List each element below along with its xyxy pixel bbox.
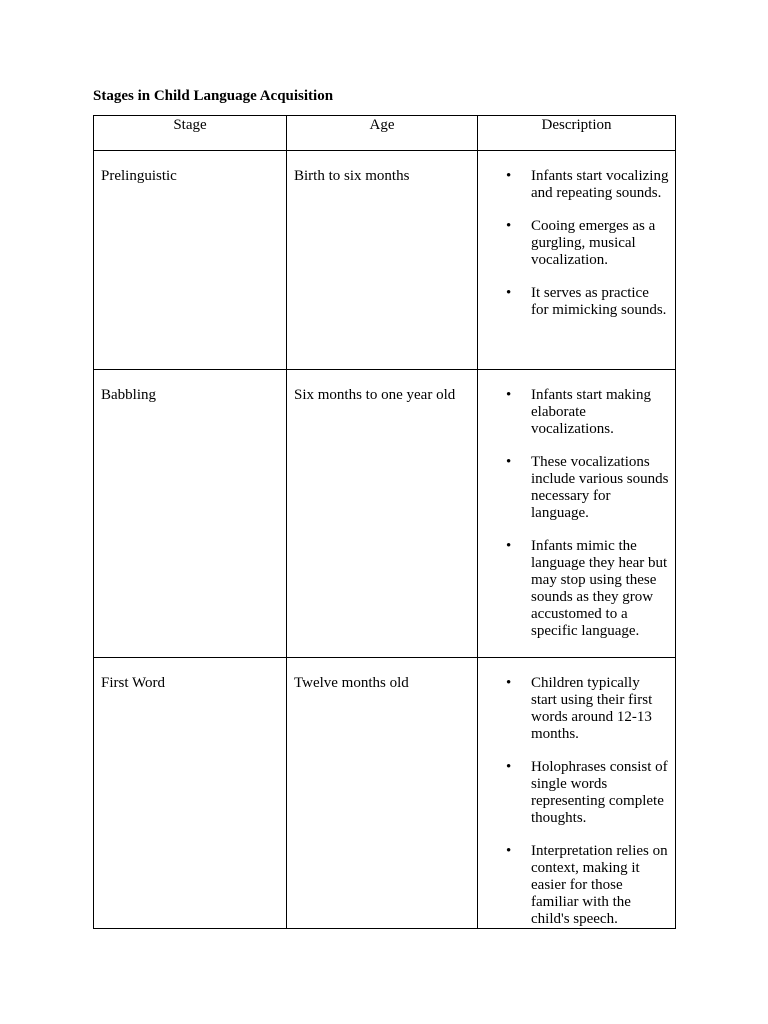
table-row [94,151,676,370]
description-item: • Holophrases consist of single words representing complete thoughts. [506,759,668,826]
table-row [94,370,676,658]
age-cell: Birth to six months [287,151,478,370]
bullet-icon: • [506,218,512,234]
stage-cell: Prelinguistic [94,151,287,370]
stages-table [93,115,676,929]
age-cell: Twelve months old [287,658,478,929]
table-header-row [94,116,676,151]
header-stage: Stage [94,116,287,151]
description-cell [478,370,676,658]
bullet-icon: • [506,843,512,859]
stage-cell: Babbling [94,370,287,658]
age-cell: Six months to one year old [287,370,478,658]
bullet-icon: • [506,387,512,403]
bullet-icon: • [506,538,512,554]
bullet-icon: • [506,759,512,775]
description-item: • Children typically start using their first words around 12-13 months. [506,675,653,742]
bullet-icon: • [506,454,512,470]
description-list [478,151,675,336]
description-cell [478,658,676,929]
bullet-icon: • [506,168,512,184]
description-item: • These vocalizations include various sounds necessary for language. [506,454,669,521]
description-item: • Cooing emerges as a gurgling, musical vocalization. [506,218,656,268]
document-title: Stages in Child Language Acquisition [93,88,334,104]
description-list [478,658,675,928]
description-item: • Infants start vocalizing and repeating sounds. [506,168,669,201]
description-list [478,370,675,657]
bullet-icon: • [506,285,512,301]
description-cell [478,151,676,370]
description-item: • Infants mimic the language they hear but may stop using these sounds as they grow accustomed to a specific language. [506,538,668,639]
stage-cell: First Word [94,658,287,929]
header-age: Age [287,116,478,151]
table-row [94,658,676,929]
description-item: • Infants start making elaborate vocalizations. [506,387,651,437]
description-item: • It serves as practice for mimicking sounds. [506,285,667,318]
header-description: Description [478,116,676,151]
bullet-icon: • [506,675,512,691]
description-item: • Interpretation relies on context, making it easier for those familiar with the child's speech. [506,843,668,927]
